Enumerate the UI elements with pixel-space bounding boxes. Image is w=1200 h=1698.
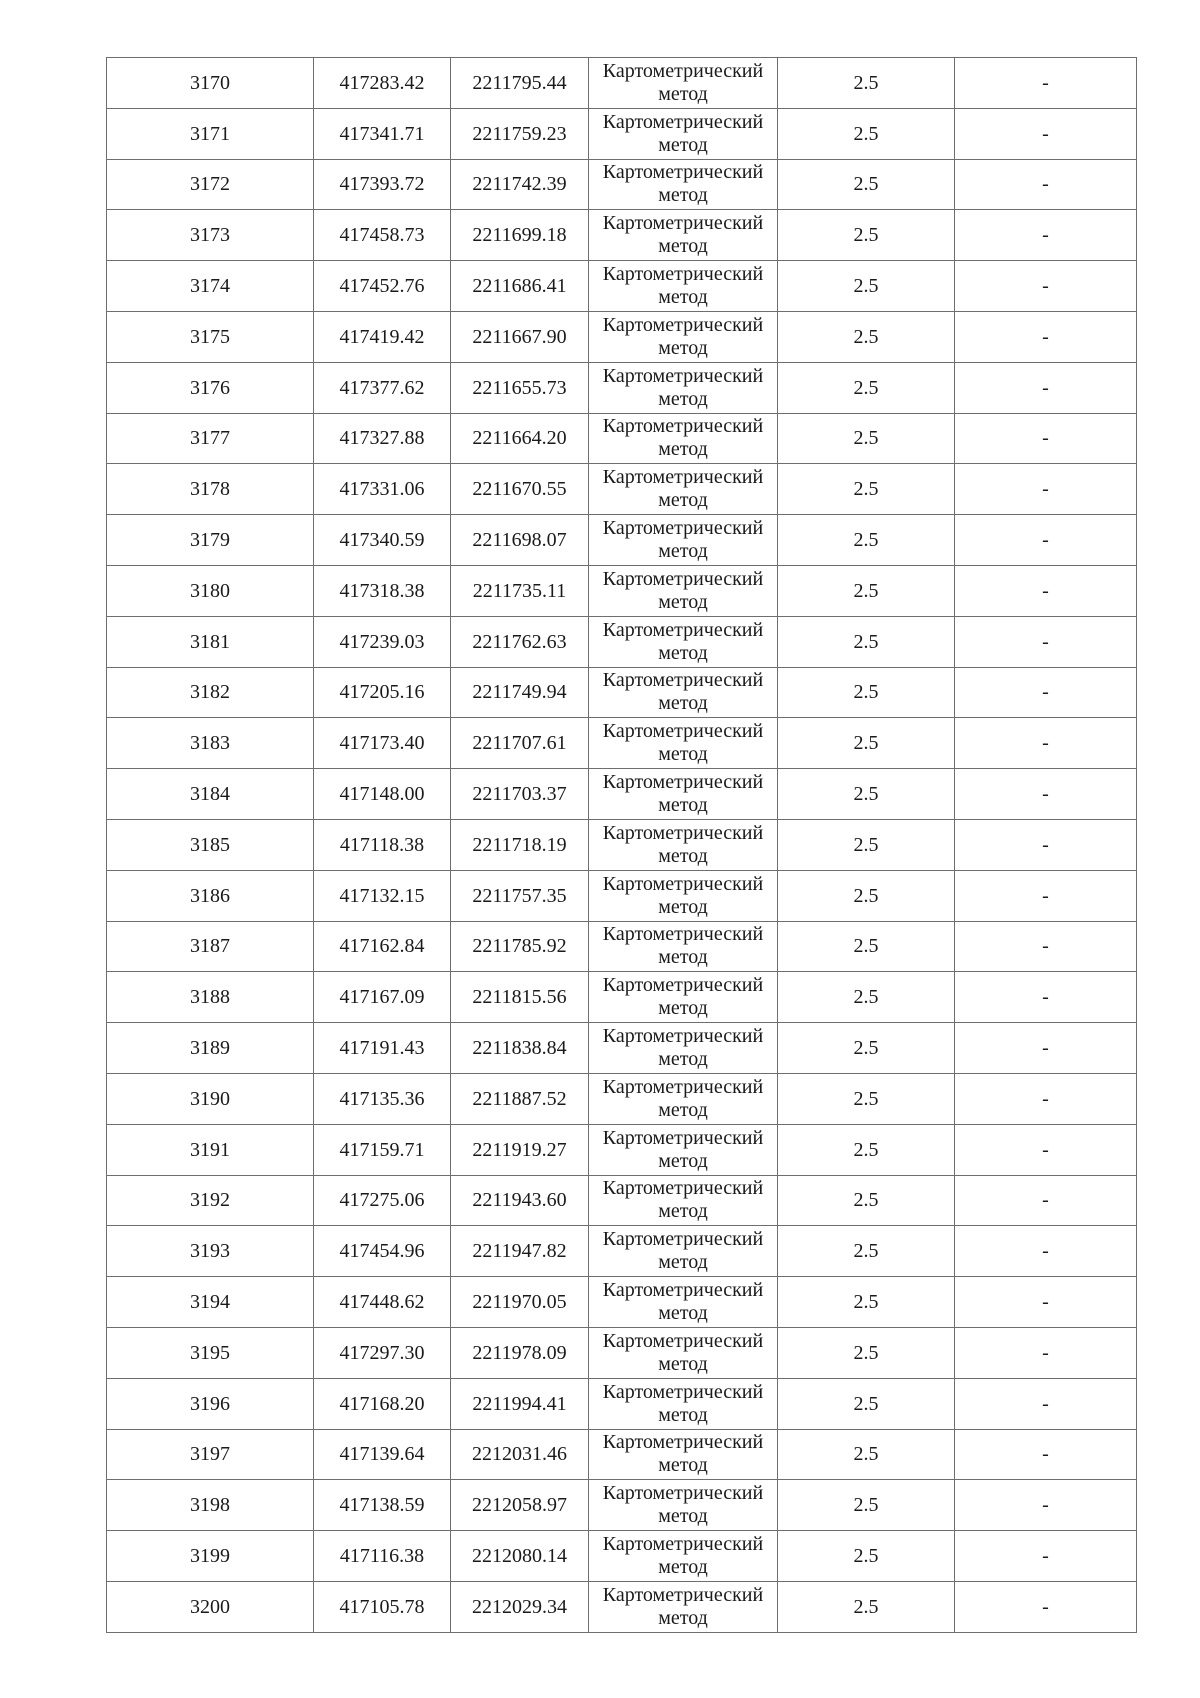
- y-coordinate-cell: 2211670.55: [451, 464, 589, 515]
- method-line-2: метод: [658, 794, 708, 817]
- point-number-cell: 3176: [107, 362, 314, 413]
- point-number-cell: 3194: [107, 1277, 314, 1328]
- method-line-2: метод: [658, 590, 708, 613]
- method-line-2: метод: [658, 1606, 708, 1629]
- method-line-1: Картометрический: [602, 1126, 764, 1149]
- table-row: [107, 464, 1137, 515]
- point-number-cell: 3172: [107, 159, 314, 210]
- y-coordinate-cell: 2211686.41: [451, 261, 589, 312]
- x-coordinate-cell: 417191.43: [314, 1023, 451, 1074]
- method-line-2: метод: [658, 1352, 708, 1375]
- y-coordinate-cell: 2211703.37: [451, 769, 589, 820]
- point-number-cell: 3188: [107, 972, 314, 1023]
- description-cell: -: [955, 210, 1137, 261]
- point-number-cell: 3179: [107, 515, 314, 566]
- description-cell: -: [955, 1124, 1137, 1175]
- description-cell: -: [955, 1378, 1137, 1429]
- table-row: [107, 413, 1137, 464]
- table-row: [107, 616, 1137, 667]
- method-cell: [589, 1327, 778, 1378]
- y-coordinate-cell: 2211994.41: [451, 1378, 589, 1429]
- accuracy-cell: 2.5: [778, 565, 955, 616]
- method-line-1: Картометрический: [602, 1025, 764, 1048]
- x-coordinate-cell: 417377.62: [314, 362, 451, 413]
- description-cell: -: [955, 1531, 1137, 1582]
- method-cell: [589, 1023, 778, 1074]
- table-row: [107, 1378, 1137, 1429]
- method-line-1: Картометрический: [602, 1583, 764, 1606]
- point-number-cell: 3173: [107, 210, 314, 261]
- x-coordinate-cell: 417205.16: [314, 667, 451, 718]
- method-line-2: метод: [658, 1454, 708, 1477]
- accuracy-cell: 2.5: [778, 1531, 955, 1582]
- accuracy-cell: 2.5: [778, 1327, 955, 1378]
- description-cell: -: [955, 1327, 1137, 1378]
- accuracy-cell: 2.5: [778, 413, 955, 464]
- x-coordinate-cell: 417162.84: [314, 921, 451, 972]
- table-row: [107, 1226, 1137, 1277]
- y-coordinate-cell: 2211838.84: [451, 1023, 589, 1074]
- method-line-1: Картометрический: [602, 517, 764, 540]
- accuracy-cell: 2.5: [778, 870, 955, 921]
- table-row: [107, 718, 1137, 769]
- accuracy-cell: 2.5: [778, 667, 955, 718]
- method-cell: [589, 1175, 778, 1226]
- accuracy-cell: 2.5: [778, 1124, 955, 1175]
- x-coordinate-cell: 417419.42: [314, 311, 451, 362]
- y-coordinate-cell: 2211667.90: [451, 311, 589, 362]
- x-coordinate-cell: 417105.78: [314, 1581, 451, 1632]
- x-coordinate-cell: 417168.20: [314, 1378, 451, 1429]
- method-line-1: Картометрический: [602, 1329, 764, 1352]
- x-coordinate-cell: 417297.30: [314, 1327, 451, 1378]
- y-coordinate-cell: 2211943.60: [451, 1175, 589, 1226]
- method-cell: [589, 464, 778, 515]
- table-row: [107, 870, 1137, 921]
- table-row: [107, 921, 1137, 972]
- method-cell: [589, 311, 778, 362]
- y-coordinate-cell: 2211762.63: [451, 616, 589, 667]
- table-row: [107, 972, 1137, 1023]
- method-cell: [589, 1226, 778, 1277]
- table-row: [107, 108, 1137, 159]
- point-number-cell: 3192: [107, 1175, 314, 1226]
- method-cell: [589, 1378, 778, 1429]
- method-cell: [589, 667, 778, 718]
- y-coordinate-cell: 2211655.73: [451, 362, 589, 413]
- method-line-2: метод: [658, 1556, 708, 1578]
- x-coordinate-cell: 417318.38: [314, 565, 451, 616]
- method-line-2: метод: [658, 1505, 708, 1528]
- method-line-2: метод: [658, 895, 708, 918]
- point-number-cell: 3200: [107, 1581, 314, 1632]
- method-line-2: метод: [658, 133, 708, 156]
- method-line-2: метод: [658, 1251, 708, 1274]
- coordinates-table: [106, 57, 1137, 1633]
- method-line-1: Картометрический: [602, 212, 764, 235]
- point-number-cell: 3178: [107, 464, 314, 515]
- method-line-2: метод: [658, 286, 708, 309]
- method-line-1: Картометрический: [602, 110, 764, 133]
- method-line-1: Картометрический: [602, 771, 764, 794]
- accuracy-cell: 2.5: [778, 718, 955, 769]
- table-row: [107, 1023, 1137, 1074]
- description-cell: -: [955, 769, 1137, 820]
- method-line-2: метод: [658, 844, 708, 867]
- method-cell: [589, 210, 778, 261]
- y-coordinate-cell: 2211919.27: [451, 1124, 589, 1175]
- description-cell: -: [955, 1073, 1137, 1124]
- method-line-1: Картометрический: [602, 872, 764, 895]
- accuracy-cell: 2.5: [778, 616, 955, 667]
- accuracy-cell: 2.5: [778, 210, 955, 261]
- method-line-1: Картометрический: [602, 59, 764, 82]
- method-line-2: метод: [658, 692, 708, 715]
- y-coordinate-cell: 2211742.39: [451, 159, 589, 210]
- description-cell: -: [955, 1175, 1137, 1226]
- y-coordinate-cell: 2212080.14: [451, 1531, 589, 1582]
- y-coordinate-cell: 2211947.82: [451, 1226, 589, 1277]
- description-cell: -: [955, 1480, 1137, 1531]
- y-coordinate-cell: 2212031.46: [451, 1429, 589, 1480]
- accuracy-cell: 2.5: [778, 921, 955, 972]
- method-line-2: метод: [658, 1149, 708, 1172]
- point-number-cell: 3196: [107, 1378, 314, 1429]
- point-number-cell: 3199: [107, 1531, 314, 1582]
- y-coordinate-cell: 2211664.20: [451, 413, 589, 464]
- method-cell: [589, 769, 778, 820]
- description-cell: -: [955, 159, 1137, 210]
- table-row: [107, 1429, 1137, 1480]
- table-row: [107, 1175, 1137, 1226]
- table-row: [107, 159, 1137, 210]
- x-coordinate-cell: 417452.76: [314, 261, 451, 312]
- point-number-cell: 3198: [107, 1480, 314, 1531]
- x-coordinate-cell: 417173.40: [314, 718, 451, 769]
- description-cell: -: [955, 464, 1137, 515]
- method-cell: [589, 565, 778, 616]
- accuracy-cell: 2.5: [778, 515, 955, 566]
- accuracy-cell: 2.5: [778, 261, 955, 312]
- accuracy-cell: 2.5: [778, 1023, 955, 1074]
- x-coordinate-cell: 417458.73: [314, 210, 451, 261]
- method-line-1: Картометрический: [602, 466, 764, 489]
- method-line-2: метод: [658, 1403, 708, 1426]
- method-line-2: метод: [658, 1048, 708, 1071]
- x-coordinate-cell: 417283.42: [314, 58, 451, 109]
- method-cell: [589, 1581, 778, 1632]
- y-coordinate-cell: 2211970.05: [451, 1277, 589, 1328]
- point-number-cell: 3190: [107, 1073, 314, 1124]
- table-row: [107, 819, 1137, 870]
- x-coordinate-cell: 417135.36: [314, 1073, 451, 1124]
- point-number-cell: 3177: [107, 413, 314, 464]
- point-number-cell: 3175: [107, 311, 314, 362]
- method-cell: [589, 261, 778, 312]
- x-coordinate-cell: 417118.38: [314, 819, 451, 870]
- description-cell: -: [955, 1581, 1137, 1632]
- method-cell: [589, 515, 778, 566]
- table-row: [107, 667, 1137, 718]
- table-row: [107, 58, 1137, 109]
- table-row: [107, 565, 1137, 616]
- method-cell: [589, 1277, 778, 1328]
- description-cell: -: [955, 515, 1137, 566]
- method-line-2: метод: [658, 997, 708, 1020]
- method-cell: [589, 58, 778, 109]
- method-cell: [589, 413, 778, 464]
- accuracy-cell: 2.5: [778, 1175, 955, 1226]
- y-coordinate-cell: 2211749.94: [451, 667, 589, 718]
- method-line-1: Картометрический: [602, 161, 764, 184]
- description-cell: -: [955, 616, 1137, 667]
- method-cell: [589, 1073, 778, 1124]
- method-line-2: метод: [658, 946, 708, 969]
- table-row: [107, 311, 1137, 362]
- method-cell: [589, 1429, 778, 1480]
- point-number-cell: 3189: [107, 1023, 314, 1074]
- y-coordinate-cell: 2211815.56: [451, 972, 589, 1023]
- y-coordinate-cell: 2211718.19: [451, 819, 589, 870]
- table-row: [107, 261, 1137, 312]
- method-line-1: Картометрический: [602, 821, 764, 844]
- x-coordinate-cell: 417340.59: [314, 515, 451, 566]
- description-cell: -: [955, 870, 1137, 921]
- method-line-1: Картометрический: [602, 567, 764, 590]
- accuracy-cell: 2.5: [778, 1226, 955, 1277]
- table-row: [107, 362, 1137, 413]
- method-line-2: метод: [658, 743, 708, 766]
- description-cell: -: [955, 921, 1137, 972]
- point-number-cell: 3170: [107, 58, 314, 109]
- accuracy-cell: 2.5: [778, 1277, 955, 1328]
- point-number-cell: 3186: [107, 870, 314, 921]
- method-line-1: Картометрический: [602, 263, 764, 286]
- method-line-1: Картометрический: [602, 923, 764, 946]
- point-number-cell: 3195: [107, 1327, 314, 1378]
- y-coordinate-cell: 2211795.44: [451, 58, 589, 109]
- x-coordinate-cell: 417239.03: [314, 616, 451, 667]
- y-coordinate-cell: 2212029.34: [451, 1581, 589, 1632]
- x-coordinate-cell: 417341.71: [314, 108, 451, 159]
- accuracy-cell: 2.5: [778, 1480, 955, 1531]
- accuracy-cell: 2.5: [778, 1429, 955, 1480]
- method-line-1: Картометрический: [602, 1482, 764, 1505]
- method-cell: [589, 108, 778, 159]
- method-line-1: Картометрический: [602, 1075, 764, 1098]
- method-line-1: Картометрический: [602, 313, 764, 336]
- method-line-2: метод: [658, 235, 708, 258]
- description-cell: -: [955, 58, 1137, 109]
- description-cell: -: [955, 718, 1137, 769]
- method-line-2: метод: [658, 489, 708, 512]
- point-number-cell: 3193: [107, 1226, 314, 1277]
- table-row: [107, 1480, 1137, 1531]
- method-line-1: Картометрический: [602, 364, 764, 387]
- method-cell: [589, 972, 778, 1023]
- point-number-cell: 3187: [107, 921, 314, 972]
- x-coordinate-cell: 417454.96: [314, 1226, 451, 1277]
- table-row: [107, 769, 1137, 820]
- point-number-cell: 3182: [107, 667, 314, 718]
- description-cell: -: [955, 667, 1137, 718]
- method-line-2: метод: [658, 1302, 708, 1325]
- x-coordinate-cell: 417132.15: [314, 870, 451, 921]
- accuracy-cell: 2.5: [778, 362, 955, 413]
- method-line-2: метод: [658, 641, 708, 664]
- y-coordinate-cell: 2211757.35: [451, 870, 589, 921]
- method-cell: [589, 616, 778, 667]
- accuracy-cell: 2.5: [778, 1378, 955, 1429]
- table-row: [107, 1327, 1137, 1378]
- x-coordinate-cell: 417327.88: [314, 413, 451, 464]
- description-cell: -: [955, 565, 1137, 616]
- method-line-2: метод: [658, 1200, 708, 1223]
- x-coordinate-cell: 417116.38: [314, 1531, 451, 1582]
- x-coordinate-cell: 417331.06: [314, 464, 451, 515]
- method-line-1: Картометрический: [602, 669, 764, 692]
- method-line-1: Картометрический: [602, 1177, 764, 1200]
- accuracy-cell: 2.5: [778, 159, 955, 210]
- table-row: [107, 1531, 1137, 1582]
- accuracy-cell: 2.5: [778, 464, 955, 515]
- table-row: [107, 210, 1137, 261]
- point-number-cell: 3185: [107, 819, 314, 870]
- x-coordinate-cell: 417393.72: [314, 159, 451, 210]
- point-number-cell: 3184: [107, 769, 314, 820]
- method-cell: [589, 870, 778, 921]
- method-line-1: Картометрический: [602, 1533, 764, 1555]
- point-number-cell: 3174: [107, 261, 314, 312]
- method-cell: [589, 718, 778, 769]
- method-cell: [589, 362, 778, 413]
- y-coordinate-cell: 2211759.23: [451, 108, 589, 159]
- y-coordinate-cell: 2211735.11: [451, 565, 589, 616]
- accuracy-cell: 2.5: [778, 1073, 955, 1124]
- description-cell: -: [955, 1226, 1137, 1277]
- method-line-2: метод: [658, 387, 708, 410]
- description-cell: -: [955, 108, 1137, 159]
- y-coordinate-cell: 2212058.97: [451, 1480, 589, 1531]
- method-line-2: метод: [658, 184, 708, 207]
- accuracy-cell: 2.5: [778, 769, 955, 820]
- method-line-1: Картометрический: [602, 1279, 764, 1302]
- y-coordinate-cell: 2211707.61: [451, 718, 589, 769]
- point-number-cell: 3171: [107, 108, 314, 159]
- method-cell: [589, 1531, 778, 1582]
- accuracy-cell: 2.5: [778, 311, 955, 362]
- accuracy-cell: 2.5: [778, 819, 955, 870]
- method-line-1: Картометрический: [602, 1380, 764, 1403]
- table-row: [107, 1073, 1137, 1124]
- x-coordinate-cell: 417448.62: [314, 1277, 451, 1328]
- x-coordinate-cell: 417275.06: [314, 1175, 451, 1226]
- table-row: [107, 1277, 1137, 1328]
- x-coordinate-cell: 417138.59: [314, 1480, 451, 1531]
- method-cell: [589, 1480, 778, 1531]
- method-cell: [589, 819, 778, 870]
- method-line-2: метод: [658, 1098, 708, 1121]
- method-cell: [589, 1124, 778, 1175]
- method-line-2: метод: [658, 540, 708, 563]
- point-number-cell: 3180: [107, 565, 314, 616]
- accuracy-cell: 2.5: [778, 58, 955, 109]
- accuracy-cell: 2.5: [778, 108, 955, 159]
- table-row: [107, 1124, 1137, 1175]
- method-line-2: метод: [658, 82, 708, 105]
- description-cell: -: [955, 1023, 1137, 1074]
- method-line-1: Картометрический: [602, 974, 764, 997]
- point-number-cell: 3181: [107, 616, 314, 667]
- description-cell: -: [955, 261, 1137, 312]
- description-cell: -: [955, 1429, 1137, 1480]
- y-coordinate-cell: 2211785.92: [451, 921, 589, 972]
- description-cell: -: [955, 1277, 1137, 1328]
- method-line-1: Картометрический: [602, 1431, 764, 1454]
- method-line-2: метод: [658, 438, 708, 461]
- table-row: [107, 515, 1137, 566]
- table-row: [107, 1581, 1137, 1632]
- y-coordinate-cell: 2211699.18: [451, 210, 589, 261]
- coordinates-table-body: [107, 58, 1137, 1633]
- x-coordinate-cell: 417167.09: [314, 972, 451, 1023]
- point-number-cell: 3183: [107, 718, 314, 769]
- method-line-1: Картометрический: [602, 1228, 764, 1251]
- y-coordinate-cell: 2211978.09: [451, 1327, 589, 1378]
- description-cell: -: [955, 413, 1137, 464]
- method-line-2: метод: [658, 336, 708, 359]
- point-number-cell: 3197: [107, 1429, 314, 1480]
- x-coordinate-cell: 417148.00: [314, 769, 451, 820]
- y-coordinate-cell: 2211887.52: [451, 1073, 589, 1124]
- method-line-1: Картометрический: [602, 618, 764, 641]
- method-cell: [589, 159, 778, 210]
- description-cell: -: [955, 311, 1137, 362]
- description-cell: -: [955, 362, 1137, 413]
- accuracy-cell: 2.5: [778, 972, 955, 1023]
- description-cell: -: [955, 819, 1137, 870]
- method-line-1: Картометрический: [602, 415, 764, 438]
- method-line-1: Картометрический: [602, 720, 764, 743]
- y-coordinate-cell: 2211698.07: [451, 515, 589, 566]
- accuracy-cell: 2.5: [778, 1581, 955, 1632]
- point-number-cell: 3191: [107, 1124, 314, 1175]
- x-coordinate-cell: 417139.64: [314, 1429, 451, 1480]
- method-cell: [589, 921, 778, 972]
- description-cell: -: [955, 972, 1137, 1023]
- x-coordinate-cell: 417159.71: [314, 1124, 451, 1175]
